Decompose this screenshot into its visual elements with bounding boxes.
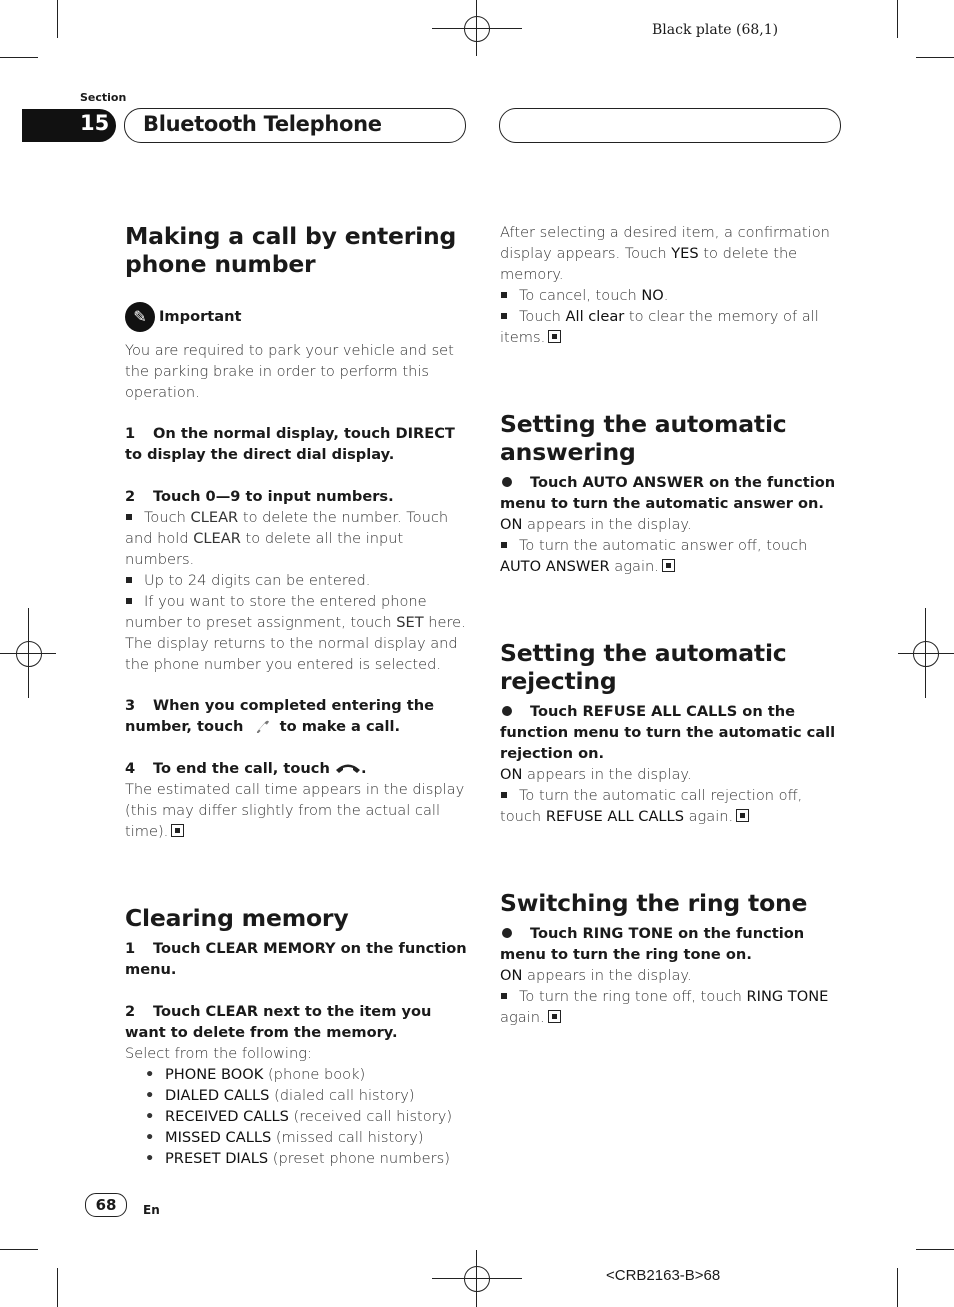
- section-title-box: [124, 108, 466, 143]
- end-mark-icon: [548, 1010, 561, 1023]
- registration-line: [925, 608, 926, 698]
- registration-line: [432, 28, 522, 29]
- clear-step-2: 2 Touch CLEAR next to the item you want to delete from the memory.: [125, 1003, 432, 1041]
- clear-step-1: 1 Touch CLEAR MEMORY on the function menu.: [125, 940, 467, 978]
- step-3: 3 When you completed entering the number, touch to make a call.: [125, 697, 435, 735]
- document-code: <CRB2163-B>68: [606, 1267, 721, 1284]
- square-bullet-icon: [126, 598, 132, 604]
- list-item: • RECEIVED CALLS (received call history): [145, 1106, 467, 1127]
- auto-answer-off: To turn the automatic answer off, touch AUTO ANSWER again.: [500, 537, 808, 575]
- end-mark-icon: [548, 330, 561, 343]
- registration-line: [476, 1250, 477, 1307]
- crop-mark: [916, 57, 954, 58]
- crop-mark: [897, 1268, 898, 1307]
- end-mark-icon: [662, 559, 675, 572]
- bullet-dot-icon: [502, 928, 512, 938]
- crop-mark: [57, 0, 58, 38]
- ring-tone-off: To turn the ring tone off, touch RING TONE again.: [500, 988, 829, 1026]
- confirm-text: After selecting a desired item, a confirmation display appears. Touch YES to delete the memory.: [500, 224, 830, 283]
- step-number: 2: [125, 488, 136, 505]
- registration-mark-icon: [464, 16, 490, 42]
- bullet-all-clear: Touch All clear to clear the memory of all items.: [500, 308, 819, 346]
- square-bullet-icon: [501, 292, 507, 298]
- ring-tone-heading: Switching the ring tone: [500, 889, 808, 917]
- clearing-memory-heading: Clearing memory: [125, 904, 349, 932]
- registration-line: [432, 1278, 522, 1279]
- important-icon: ✎: [125, 302, 155, 332]
- registration-mark-icon: [464, 1266, 490, 1292]
- step-1: [125, 423, 467, 465]
- ring-tone-step: Touch RING TONE on the function menu to turn the ring tone on.: [500, 925, 805, 963]
- plate-label: Black plate (68,1): [652, 22, 779, 38]
- phone-end-icon: [335, 761, 361, 775]
- section-number-tab: [22, 109, 116, 142]
- list-item: • PHONE BOOK (phone book): [145, 1064, 467, 1085]
- auto-reject-on: ON appears in the display.: [500, 766, 692, 783]
- important-text: You are required to park your vehicle and set the parking brake in order to perform this operation.: [125, 342, 454, 401]
- step-number: 3: [125, 697, 136, 714]
- square-bullet-icon: [501, 792, 507, 798]
- square-bullet-icon: [126, 577, 132, 583]
- right-column: [500, 222, 842, 1028]
- ring-tone-on: ON appears in the display.: [500, 967, 692, 984]
- bullet-digits: Up to 24 digits can be entered.: [125, 570, 467, 591]
- crop-mark: [0, 57, 38, 58]
- bullet-dot-icon: [502, 706, 512, 716]
- step-number: 1: [125, 940, 136, 957]
- crop-mark: [897, 0, 898, 38]
- important-notice: [125, 302, 467, 332]
- step-number: 1: [125, 425, 136, 442]
- end-mark-icon: [736, 809, 749, 822]
- bullet-clear: Touch CLEAR to delete the number. Touch and hold CLEAR to delete all the input numbers.: [125, 509, 449, 568]
- left-column: [125, 222, 467, 1169]
- registration-line: [28, 608, 29, 698]
- crop-mark: [57, 1268, 58, 1307]
- step-2: [125, 486, 467, 507]
- step-number: 2: [125, 1003, 136, 1020]
- language-label: En: [143, 1203, 160, 1217]
- registration-mark-icon: [913, 641, 939, 667]
- bullet-preset: If you want to store the entered phone number to preset assignment, touch SET here. The display returns to the normal display and the phone number you entered is selected.: [125, 593, 466, 673]
- bullet-cancel: To cancel, touch NO.: [500, 285, 842, 306]
- auto-answer-step: Touch AUTO ANSWER on the function menu to turn the automatic answer on.: [500, 474, 836, 512]
- bullet-dot-icon: [502, 477, 512, 487]
- list-item: • MISSED CALLS (missed call history): [145, 1127, 467, 1148]
- select-text: Select from the following:: [125, 1045, 312, 1062]
- important-label: Important: [159, 308, 242, 325]
- auto-reject-step: Touch REFUSE ALL CALLS on the function menu to turn the automatic call rejection on.: [500, 703, 836, 762]
- section-title: Bluetooth Telephone: [143, 112, 382, 136]
- section-label: Section: [80, 91, 127, 104]
- square-bullet-icon: [501, 313, 507, 319]
- auto-reject-off: To turn the automatic call rejection off, touch REFUSE ALL CALLS again.: [500, 787, 803, 825]
- making-call-heading: Making a call by entering phone number: [125, 222, 457, 278]
- auto-answer-heading: Setting the automatic answering: [500, 410, 787, 466]
- auto-reject-heading: Setting the automatic rejecting: [500, 639, 787, 695]
- auto-answer-on: ON appears in the display.: [500, 516, 692, 533]
- registration-mark-icon: [16, 641, 42, 667]
- memory-item-list: [125, 1064, 467, 1169]
- step-number: 4: [125, 760, 136, 777]
- end-mark-icon: [171, 824, 184, 837]
- step-4-note: The estimated call time appears in the display (this may differ slightly from the actual call time).: [125, 781, 465, 840]
- page-number: 68: [85, 1193, 127, 1217]
- registration-line: [898, 653, 954, 654]
- square-bullet-icon: [126, 514, 132, 520]
- registration-line: [476, 0, 477, 56]
- step-text: Touch 0—9 to input numbers.: [153, 488, 394, 505]
- step-text: On the normal display, touch DIRECT to display the direct dial display.: [125, 425, 455, 463]
- crop-mark: [0, 1249, 38, 1250]
- square-bullet-icon: [501, 542, 507, 548]
- phone-call-icon: [249, 719, 275, 733]
- list-item: • DIALED CALLS (dialed call history): [145, 1085, 467, 1106]
- list-item: • PRESET DIALS (preset phone numbers): [145, 1148, 467, 1169]
- empty-header-box: [499, 108, 841, 143]
- section-number: 15: [80, 111, 110, 135]
- crop-mark: [916, 1249, 954, 1250]
- step-4: 4 To end the call, touch .: [125, 760, 367, 777]
- square-bullet-icon: [501, 993, 507, 999]
